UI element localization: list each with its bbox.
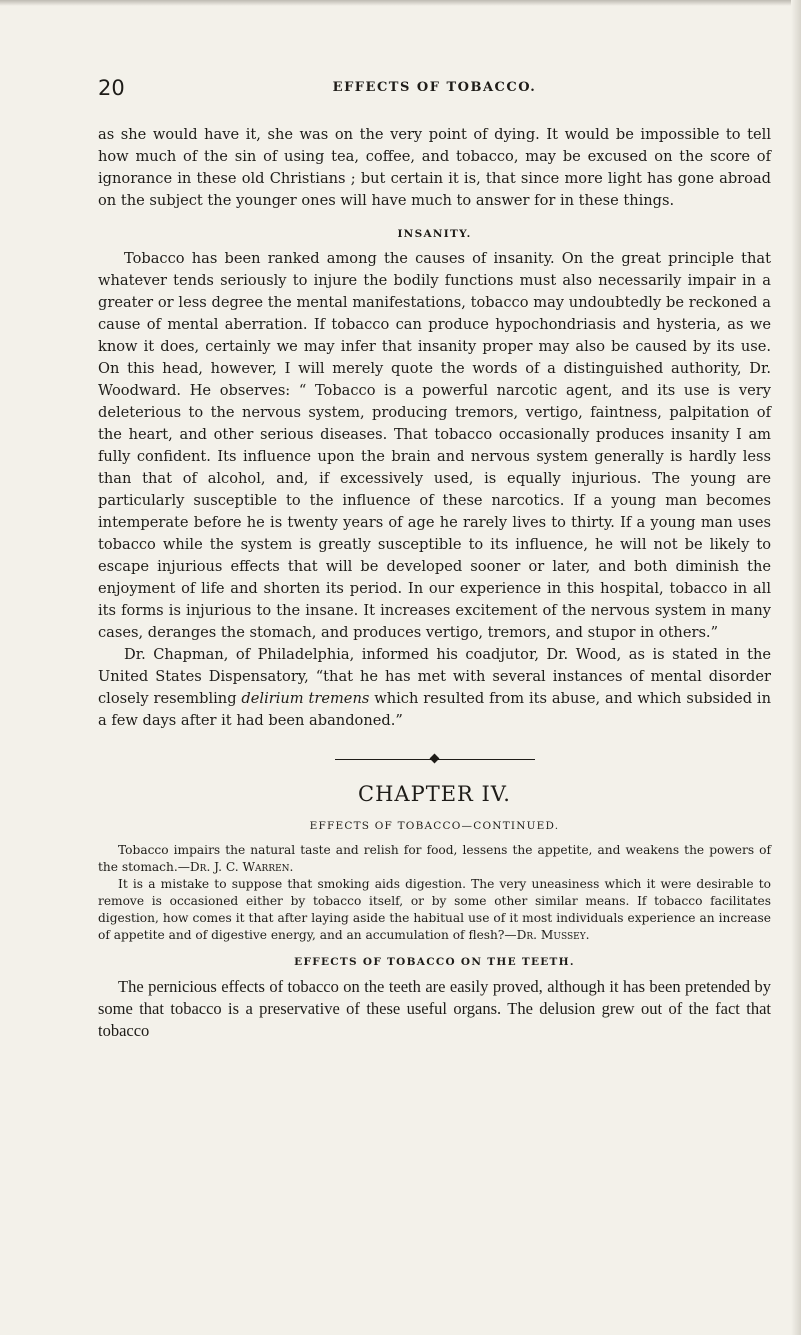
insanity-paragraph-1: Tobacco has been ranked among the causes of insanity. On the great principle that whatever tends seriously to injure the bodily functions must also necessarily impair in a greater or less degree the mental manifestations, tobacco may undoubtedly be reckoned a cause of mental aberration. If tobacco can produce hypochondriasis and hysteria, as we know it does, certainly we may infer that insanity proper may also be caused by its use. On this head, however, I will merely quote the words of a distinguished authority, Dr. Woodward. He observes: “ Tobacco is a powerful narcotic agent, and its use is very deleterious to the nervous system, producing tremors, vertigo, faintness, palpitation of the heart, and other serious diseases. That tobacco occasionally produces insanity I am fully confident. Its influence upon the brain and nervous system generally is hardly less than that of alcohol, and, if excessively used, is equally injurious. The young are particularly susceptible to the influence of these narcotics. If a young man becomes intemperate before he is twenty years of age he rarely lives to thirty. If a young man uses tobacco while the system is greatly susceptible to its influence, he will not be likely to escape injurious effects that will be developed sooner or later, and both diminish the enjoyment of life and shorten its period. In our experience in this hospital, tobacco in all its forms is injurious to the insane. It increases excitement of the nervous system in many cases, deranges the stomach, and produces vertigo, tremors, and stupor in others.”: [98, 250, 771, 641]
teeth-paragraph: The pernicious effects of tobacco on the teeth are easily proved, although it has been pretended by some that tobacco is a preservative of these useful organs. The delusion grew out of the fact that tobacco: [98, 977, 771, 1040]
section-divider: [335, 754, 535, 764]
insanity-paragraph-2: [98, 644, 771, 732]
teeth-heading: EFFECTS OF TOBACCO ON THE TEETH.: [294, 956, 575, 968]
epigraph-quote-1-author: Dr. J. C. Warren.: [189, 860, 294, 874]
page-body: [98, 124, 771, 1042]
epigraph-quote-1: [98, 842, 771, 876]
intro-paragraph: as she would have it, she was on the very point of dying. It would be impossible to tell how much of the sin of using tea, coffee, and tobacco, may be excused on the score of ignorance in these old Christians ; but certain it is, that since more light has gone abroad on the subject the younger ones will have much to answer for in these things.: [98, 126, 771, 209]
epigraph-quote-2: [98, 876, 771, 944]
epigraph-quote-2-text: It is a mistake to suppose that smoking aids digestion. The very uneasiness which it were desirable to remove is occasioned either by tobacco itself, or by some other similar means. If tobacco facilitates digestion, how comes it that after laying aside the habitual use of it most individuals experience an increase of appetite and of digestive energy, and an accumulation of flesh?—: [98, 877, 771, 942]
right-edge-shadow: [791, 0, 801, 1335]
insanity-paragraph-2-part-a: Dr. Chapman, of Philadelphia, informed his coadjutor, Dr. Wood, as is stated in the United States Dispensatory, “that he has met with several instances of mental disorder closely resembling: [98, 646, 771, 707]
divider-diamond-ornament: [429, 754, 439, 764]
running-head: EFFECTS OF TOBACCO.: [332, 80, 537, 95]
insanity-heading: INSANITY.: [397, 228, 472, 240]
insanity-paragraph-2-emphasis: delirium tremens: [241, 690, 370, 707]
page-number: 20: [98, 76, 125, 100]
page-header: [98, 76, 771, 104]
insanity-paragraph-2-part-b: which resulted from its abuse, and which subsided in a few days after it had been abandoned.”: [98, 690, 771, 729]
top-edge-shadow: [0, 0, 801, 6]
epigraph-quote-1-text: Tobacco impairs the natural taste and relish for food, lessens the appetite, and weakens the powers of the stomach.—: [98, 843, 771, 874]
chapter-title: CHAPTER IV.: [358, 782, 511, 806]
epigraph-quote-2-author: Dr. Mussey.: [516, 928, 590, 942]
chapter-subtitle: EFFECTS OF TOBACCO—CONTINUED.: [309, 820, 560, 832]
